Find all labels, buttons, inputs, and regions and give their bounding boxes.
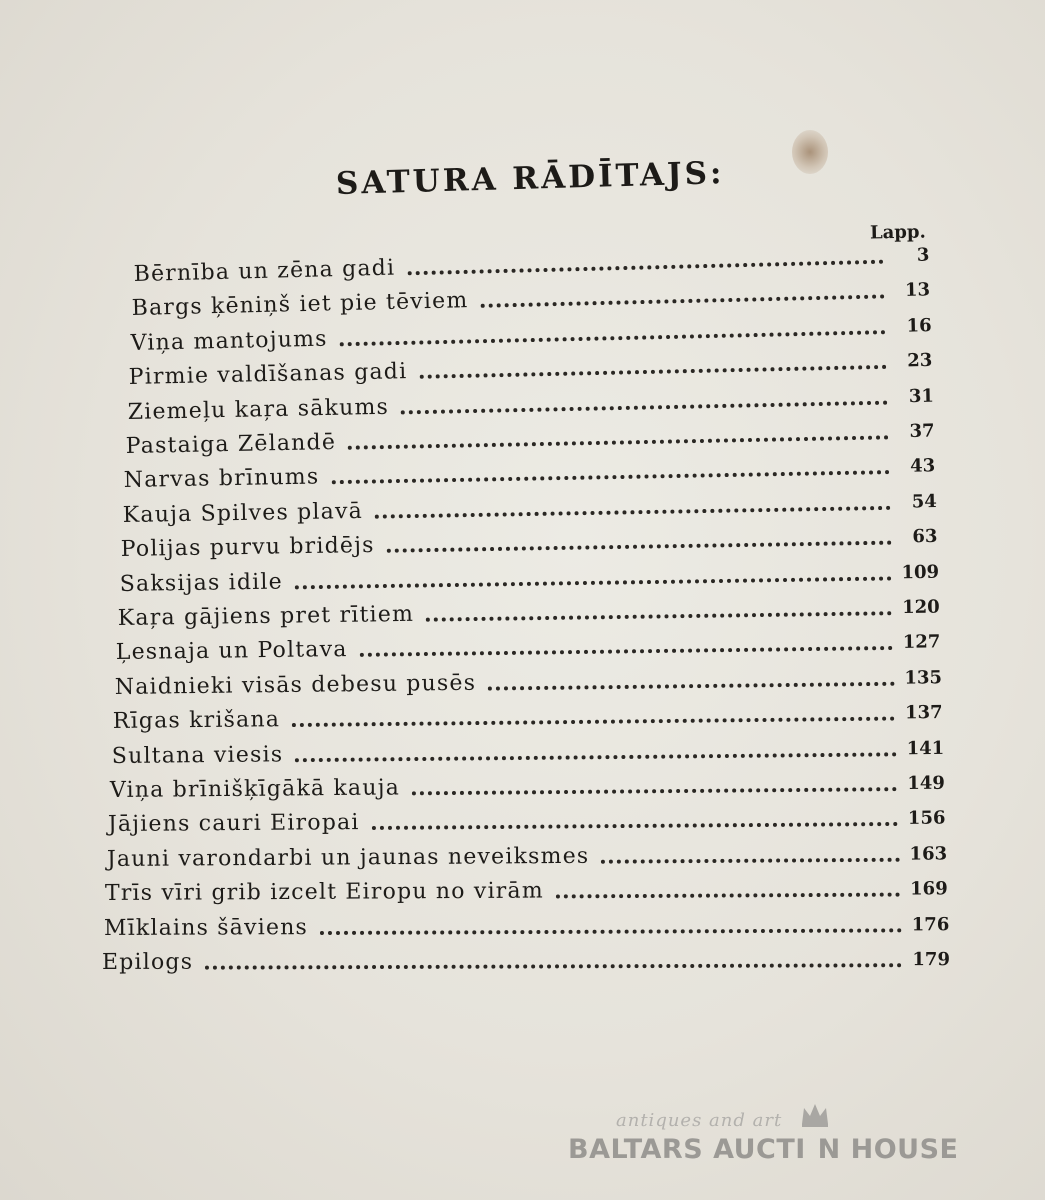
toc-entry bbox=[103, 908, 949, 942]
toc-entry bbox=[110, 767, 945, 804]
crown-icon bbox=[800, 1102, 830, 1128]
toc-entry-page-number: 169 bbox=[910, 878, 948, 900]
dot-leader bbox=[407, 260, 883, 276]
toc-entry-title: Trīs vīri grib izcelt Eiropu no virām bbox=[105, 878, 545, 907]
page-title: SATURA RĀDĪTAJS: bbox=[335, 155, 725, 202]
toc-entry-page-number: 3 bbox=[916, 244, 930, 266]
toc-entry-page-number: 141 bbox=[906, 737, 944, 759]
dot-leader bbox=[488, 682, 894, 691]
toc-entry-title: Sultana viesis bbox=[111, 741, 283, 769]
dot-leader bbox=[556, 893, 900, 899]
toc-entry-title: Jauni varondarbi un jaunas neveiksmes bbox=[106, 843, 590, 872]
dot-leader bbox=[601, 858, 899, 864]
toc-entry-title: Ziemeļu kaŗa sākums bbox=[127, 394, 389, 425]
toc-entry-page-number: 176 bbox=[911, 913, 949, 935]
toc-entry-title: Polijas purvu bridējs bbox=[120, 533, 375, 563]
toc-entry-title: Narvas brīnums bbox=[123, 464, 320, 494]
dot-leader bbox=[412, 787, 897, 795]
toc-entry-page-number: 156 bbox=[908, 807, 946, 830]
toc-entry-title: Mīklains šāviens bbox=[103, 914, 308, 941]
toc-entry-page-number: 135 bbox=[904, 666, 942, 689]
watermark-brand: BALTARS AUCTI N HOUSE bbox=[568, 1134, 959, 1165]
toc-entry-title: Pastaiga Zēlandē bbox=[125, 429, 337, 460]
toc-entry-page-number: 13 bbox=[905, 279, 931, 302]
toc-entry-page-number: 120 bbox=[902, 596, 940, 619]
dot-leader bbox=[426, 611, 892, 622]
toc-entry-title: Rīgas krišana bbox=[112, 707, 281, 735]
toc-entry-page-number: 54 bbox=[911, 490, 937, 513]
toc-entry bbox=[116, 626, 941, 667]
toc-entry-page-number: 23 bbox=[907, 350, 933, 372]
toc-entry bbox=[111, 731, 944, 769]
toc-entry-page-number: 31 bbox=[908, 385, 934, 407]
toc-entry-page-number: 179 bbox=[912, 949, 950, 971]
dot-leader bbox=[205, 963, 902, 969]
toc-entry-page-number: 127 bbox=[903, 631, 941, 654]
toc-entry-title: Pirmie valdīšanas gadi bbox=[128, 359, 408, 391]
dot-leader bbox=[320, 928, 902, 935]
dot-leader bbox=[332, 470, 890, 484]
toc-entry-title: Viņa brīnišķīgākā kauja bbox=[109, 775, 401, 804]
toc-entry-title: Saksijas idile bbox=[119, 569, 283, 597]
toc-entry-page-number: 16 bbox=[906, 314, 932, 337]
toc-entry bbox=[118, 591, 940, 632]
toc-entry-page-number: 43 bbox=[910, 455, 936, 478]
toc-entry-title: Kaŗa gājiens pret rītiem bbox=[117, 601, 415, 632]
toc-entry-title: Bērnība un zēna gadi bbox=[133, 255, 396, 288]
dot-leader bbox=[340, 330, 886, 346]
dot-leader bbox=[387, 541, 892, 553]
toc-entry-title: Jājiens cauri Eiropai bbox=[108, 810, 361, 838]
dot-leader bbox=[420, 365, 887, 379]
dot-leader bbox=[375, 506, 891, 519]
toc-entry-page-number: 109 bbox=[900, 561, 939, 583]
toc-entry bbox=[113, 696, 943, 735]
toc-entry-title: Epilogs bbox=[101, 949, 194, 975]
toc-entry bbox=[102, 943, 950, 976]
toc-entry-page-number: 163 bbox=[909, 843, 947, 865]
dot-leader bbox=[401, 400, 888, 414]
dot-leader bbox=[372, 822, 898, 830]
dot-leader bbox=[295, 576, 892, 589]
page-column-label: Lapp. bbox=[869, 221, 926, 244]
dot-leader bbox=[348, 435, 889, 449]
toc-entry bbox=[108, 802, 946, 838]
toc-entry bbox=[105, 872, 948, 907]
toc-entry-page-number: 63 bbox=[912, 526, 938, 548]
toc-entry-title: Viņa mantojums bbox=[130, 326, 328, 356]
watermark-tagline: antiques and art bbox=[616, 1110, 783, 1131]
toc-entry-title: Kauja Spilves plavā bbox=[122, 498, 363, 528]
dot-leader bbox=[481, 295, 885, 308]
dot-leader bbox=[295, 752, 896, 762]
toc-entry bbox=[107, 837, 947, 873]
watermark bbox=[568, 1110, 968, 1170]
toc-entry-page-number: 149 bbox=[907, 772, 945, 795]
dot-leader bbox=[292, 717, 895, 728]
toc-entry-title: Ļesnaja un Poltava bbox=[116, 637, 349, 666]
toc-entry bbox=[114, 661, 941, 701]
toc-entry-title: Bargs ķēniņš iet pie tēviem bbox=[131, 288, 470, 322]
toc-entry-page-number: 37 bbox=[909, 420, 935, 442]
dot-leader bbox=[360, 646, 893, 657]
toc-entry bbox=[119, 555, 939, 597]
toc-entry-page-number: 137 bbox=[905, 702, 943, 724]
toc-entry-title: Naidnieki visās debesu pusēs bbox=[114, 670, 477, 700]
